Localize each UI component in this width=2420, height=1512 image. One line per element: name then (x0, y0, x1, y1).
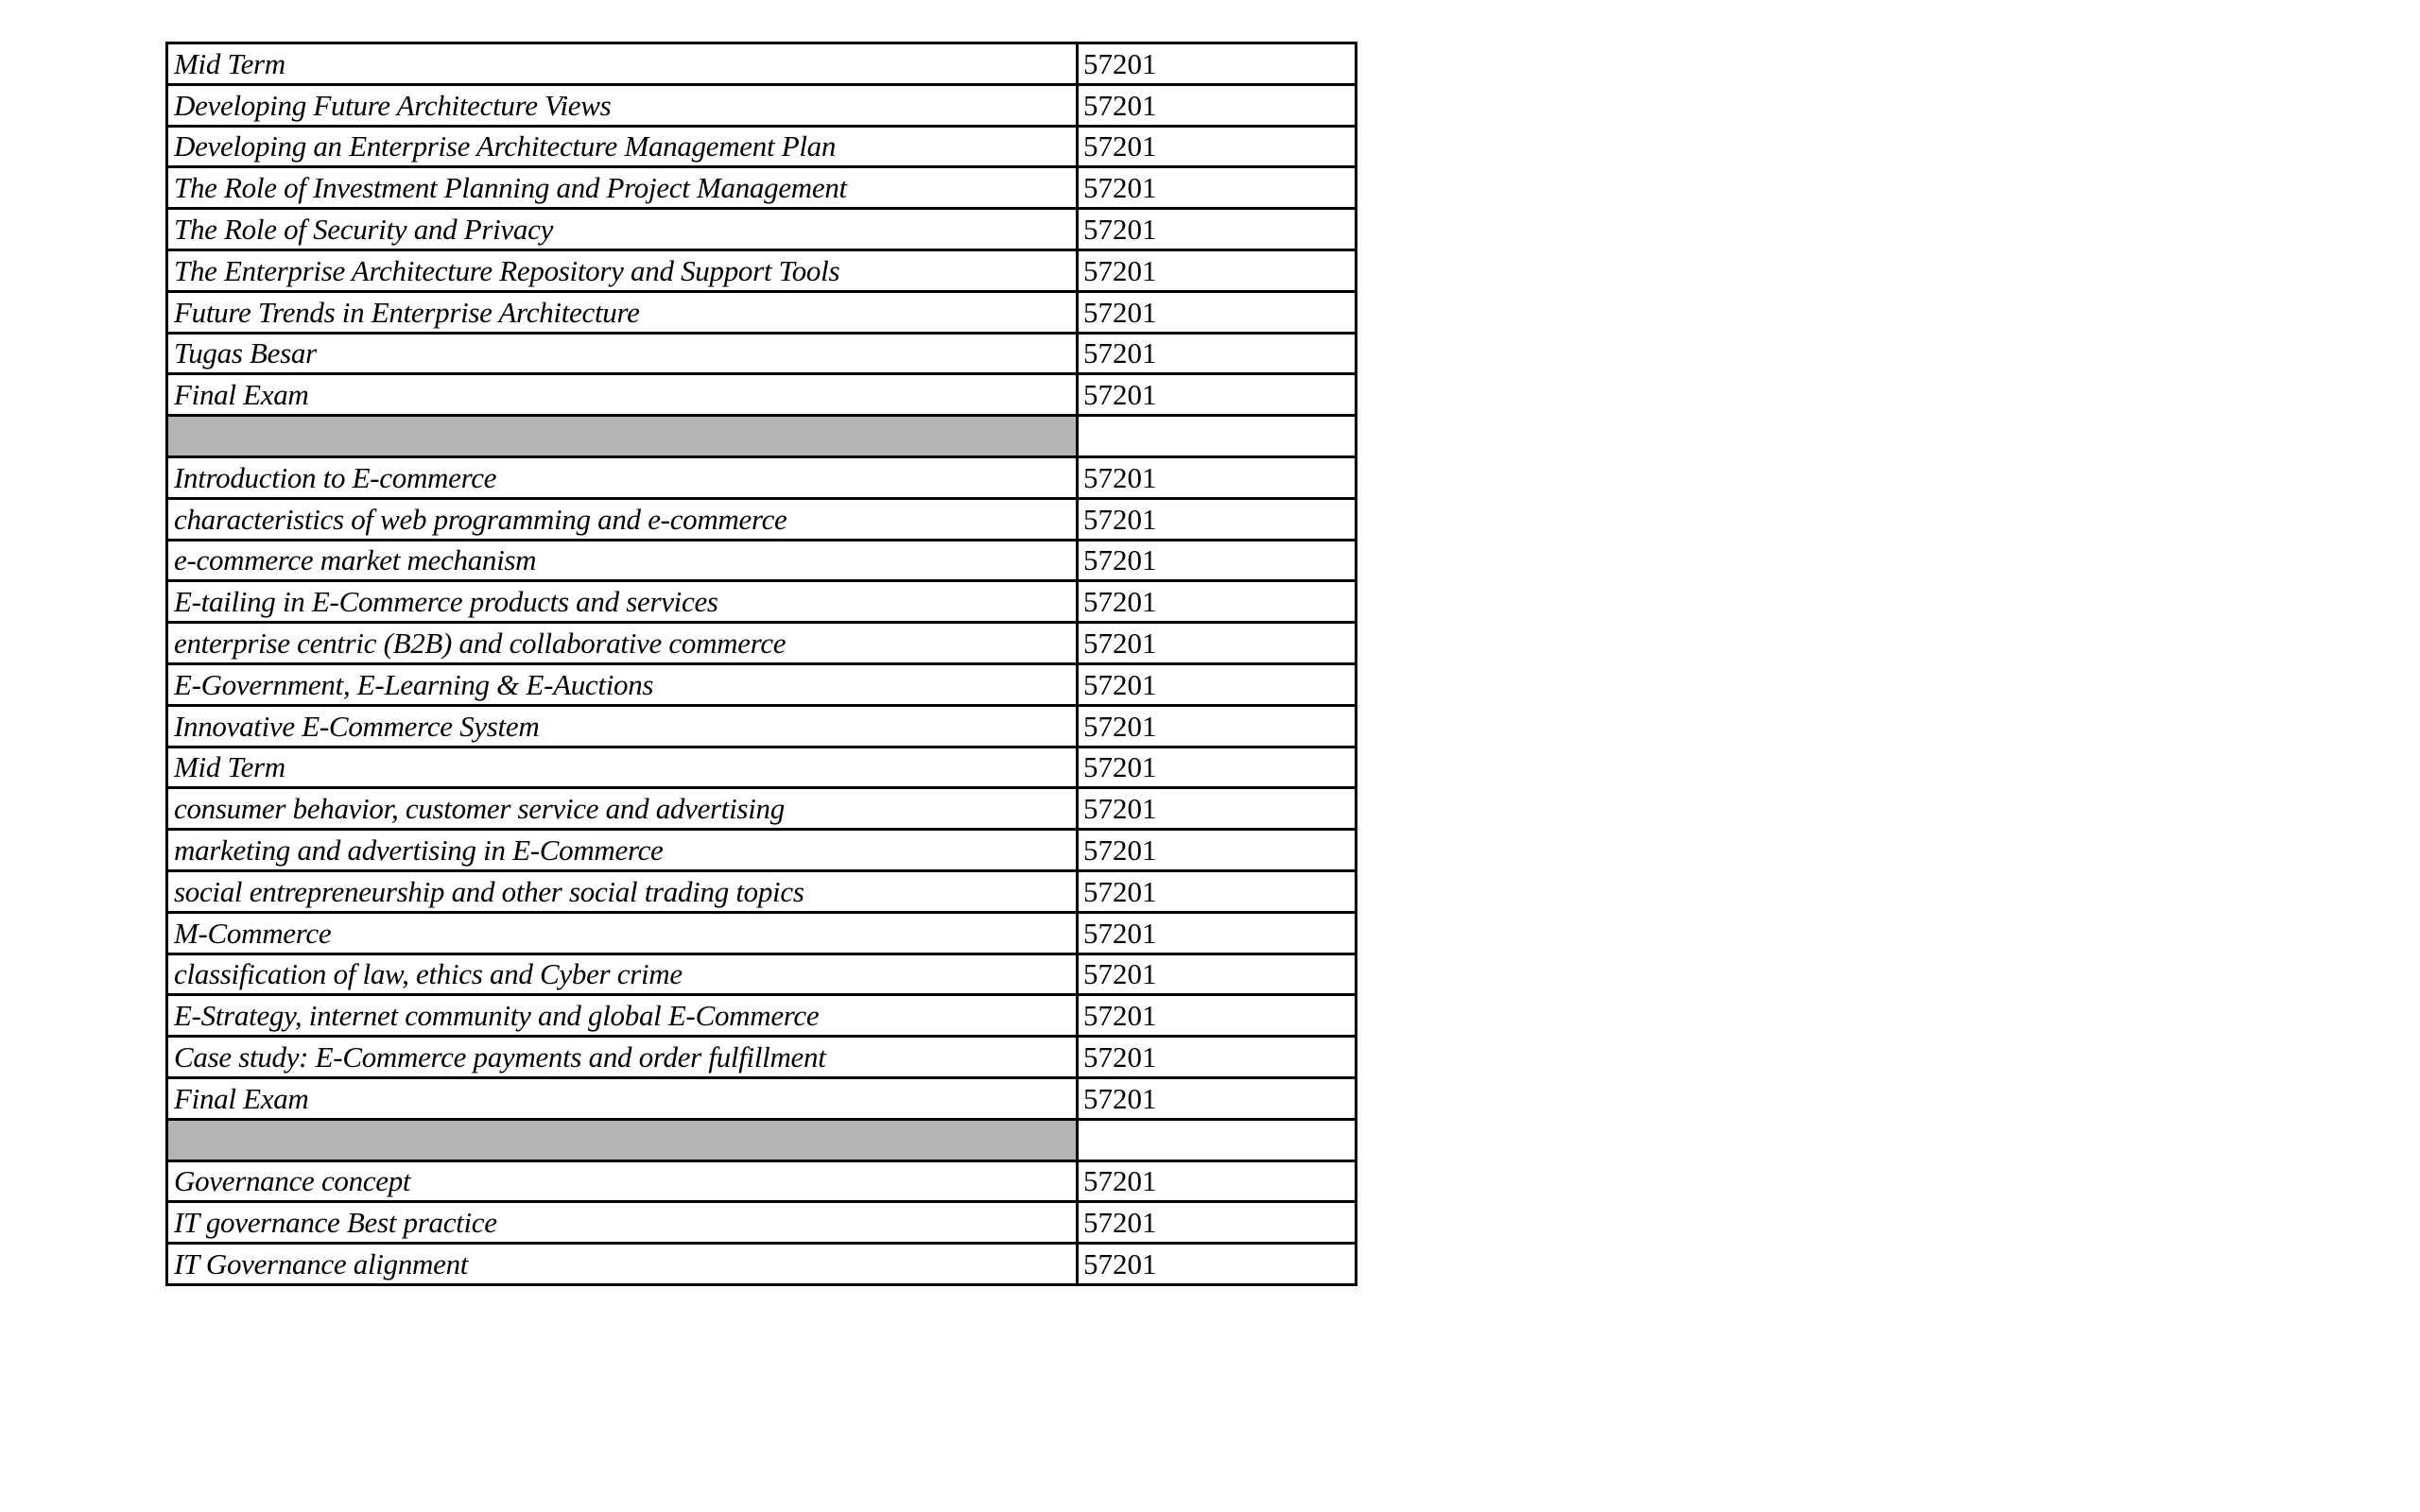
topic-cell: Tugas Besar (167, 333, 1078, 374)
code-cell: 57201 (1078, 209, 1357, 250)
topic-cell: Future Trends in Enterprise Architecture (167, 291, 1078, 333)
course-topics-table (165, 42, 1357, 1286)
table-row (167, 705, 1357, 747)
table-row (167, 954, 1357, 995)
table-row (167, 1202, 1357, 1244)
table-row (167, 788, 1357, 830)
table-row (167, 333, 1357, 374)
table-row (167, 456, 1357, 498)
code-cell: 57201 (1078, 333, 1357, 374)
table-row (167, 995, 1357, 1037)
code-cell: 57201 (1078, 249, 1357, 291)
separator-code-cell (1078, 1119, 1357, 1160)
table-row (167, 623, 1357, 664)
table-row (167, 747, 1357, 788)
topic-cell: consumer behavior, customer service and advertising (167, 788, 1078, 830)
code-cell: 57201 (1078, 1037, 1357, 1078)
code-cell: 57201 (1078, 912, 1357, 954)
table-row (167, 1077, 1357, 1119)
topic-cell: Final Exam (167, 1077, 1078, 1119)
topic-cell: E-Strategy, internet community and global E-Commerce (167, 995, 1078, 1037)
table-row (167, 167, 1357, 209)
table-row (167, 912, 1357, 954)
code-cell: 57201 (1078, 747, 1357, 788)
table-row (167, 209, 1357, 250)
topic-cell: M-Commerce (167, 912, 1078, 954)
topic-cell: E-Government, E-Learning & E-Auctions (167, 663, 1078, 705)
code-cell: 57201 (1078, 456, 1357, 498)
separator-cell (167, 1119, 1078, 1160)
table-row (167, 830, 1357, 871)
table-row (167, 374, 1357, 416)
table-row (167, 1244, 1357, 1285)
topic-cell: IT governance Best practice (167, 1202, 1078, 1244)
code-cell: 57201 (1078, 43, 1357, 85)
table-row (167, 43, 1357, 85)
table-body (167, 43, 1357, 1285)
table-row (167, 291, 1357, 333)
code-cell: 57201 (1078, 581, 1357, 623)
topic-cell: social entrepreneurship and other social trading topics (167, 870, 1078, 912)
code-cell: 57201 (1078, 830, 1357, 871)
table-row (167, 498, 1357, 540)
topic-cell: The Enterprise Architecture Repository and Support Tools (167, 249, 1078, 291)
code-cell: 57201 (1078, 1202, 1357, 1244)
topic-cell: Mid Term (167, 747, 1078, 788)
code-cell: 57201 (1078, 84, 1357, 126)
code-cell: 57201 (1078, 623, 1357, 664)
code-cell: 57201 (1078, 995, 1357, 1037)
topic-cell: enterprise centric (B2B) and collaborative commerce (167, 623, 1078, 664)
topic-cell: The Role of Security and Privacy (167, 209, 1078, 250)
topic-cell: Governance concept (167, 1160, 1078, 1202)
code-cell: 57201 (1078, 167, 1357, 209)
code-cell: 57201 (1078, 954, 1357, 995)
code-cell: 57201 (1078, 705, 1357, 747)
topic-cell: characteristics of web programming and e-commerce (167, 498, 1078, 540)
separator-cell (167, 416, 1078, 457)
table-row (167, 249, 1357, 291)
table-row (167, 1160, 1357, 1202)
code-cell: 57201 (1078, 1244, 1357, 1285)
topic-cell: Introduction to E-commerce (167, 456, 1078, 498)
topic-cell: marketing and advertising in E-Commerce (167, 830, 1078, 871)
code-cell: 57201 (1078, 498, 1357, 540)
topic-cell: e-commerce market mechanism (167, 540, 1078, 581)
topic-cell: Case study: E-Commerce payments and order fulfillment (167, 1037, 1078, 1078)
code-cell: 57201 (1078, 374, 1357, 416)
topic-cell: Mid Term (167, 43, 1078, 85)
topic-cell: The Role of Investment Planning and Project Management (167, 167, 1078, 209)
code-cell: 57201 (1078, 870, 1357, 912)
code-cell: 57201 (1078, 291, 1357, 333)
code-cell: 57201 (1078, 540, 1357, 581)
topic-cell: Innovative E-Commerce System (167, 705, 1078, 747)
table-row (167, 1037, 1357, 1078)
separator-code-cell (1078, 416, 1357, 457)
topic-cell: IT Governance alignment (167, 1244, 1078, 1285)
topic-cell: Developing Future Architecture Views (167, 84, 1078, 126)
code-cell: 57201 (1078, 788, 1357, 830)
section-separator-row (167, 1119, 1357, 1160)
code-cell: 57201 (1078, 1160, 1357, 1202)
table-row (167, 870, 1357, 912)
table-row (167, 663, 1357, 705)
topic-cell: Final Exam (167, 374, 1078, 416)
section-separator-row (167, 416, 1357, 457)
table-row (167, 581, 1357, 623)
table-row (167, 84, 1357, 126)
code-cell: 57201 (1078, 1077, 1357, 1119)
table-row (167, 126, 1357, 167)
topic-cell: classification of law, ethics and Cyber crime (167, 954, 1078, 995)
table-row (167, 540, 1357, 581)
topic-cell: Developing an Enterprise Architecture Management Plan (167, 126, 1078, 167)
code-cell: 57201 (1078, 126, 1357, 167)
topic-cell: E-tailing in E-Commerce products and services (167, 581, 1078, 623)
code-cell: 57201 (1078, 663, 1357, 705)
